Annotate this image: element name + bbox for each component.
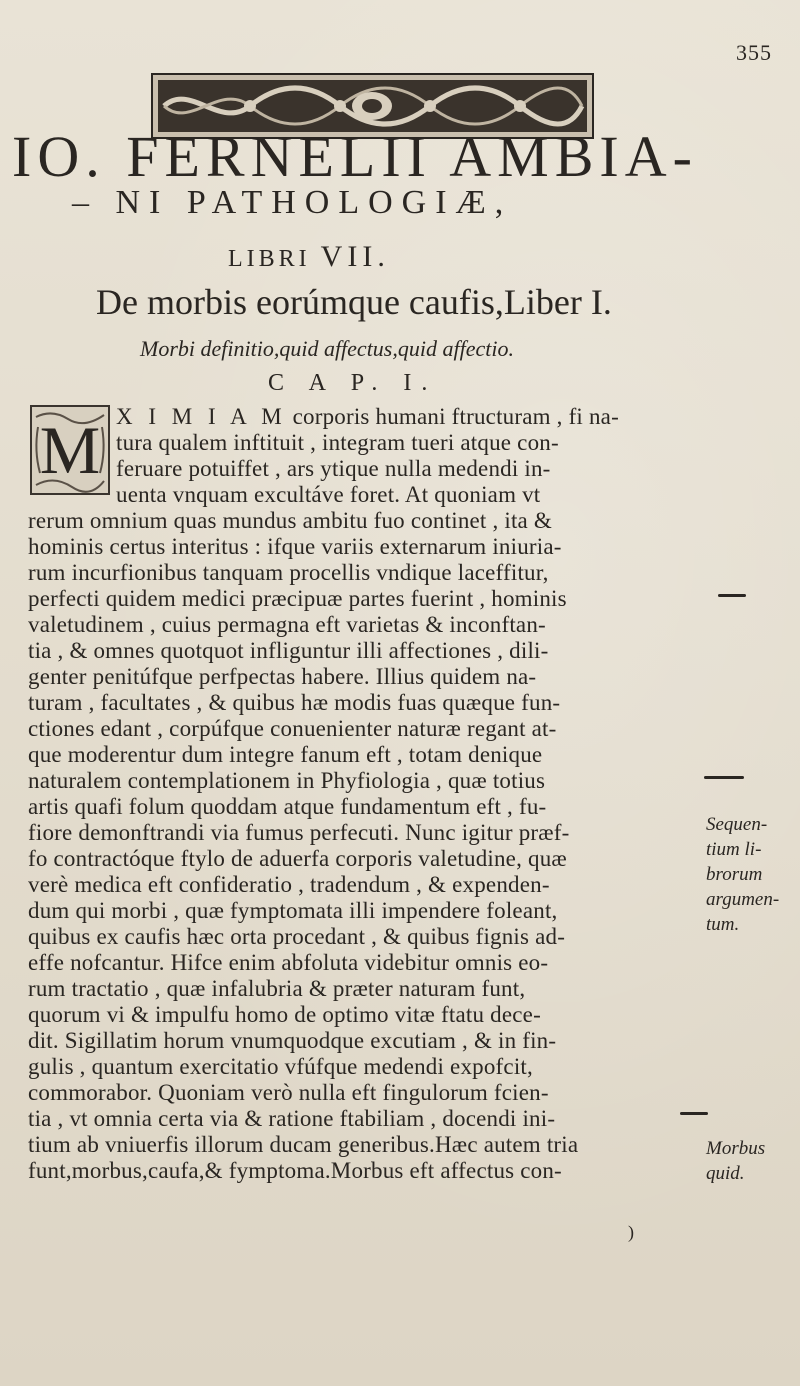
- text-line: tia , vt omnia certa via & ratione ftabiliam , docendi ini-: [28, 1106, 556, 1131]
- text-line: genter penitúfque perfpectas habere. Illius quidem na-: [28, 664, 537, 689]
- text-line: perfecti quidem medici præcipuæ partes fuerint , hominis: [28, 586, 567, 611]
- margin-mark: [704, 776, 744, 779]
- text-line: [116, 404, 619, 430]
- margin-note-line: Sequen-: [706, 814, 768, 835]
- line-text: corporis humani ftructuram , fi na-: [286, 404, 619, 429]
- text-line: artis quafi folum quoddam atque fundamentum eft , fu-: [28, 794, 547, 819]
- text-line: rerum omnium quas mundus ambitu fuo continet , ita &: [28, 508, 552, 533]
- text-line: que moderentur dum integre fanum eft , totam denique: [28, 742, 543, 767]
- text-line: quibus ex caufis hæc orta procedant , & quibus fignis ad-: [28, 924, 566, 949]
- margin-note-sequentium: [706, 812, 800, 937]
- drop-cap-letter: M: [39, 412, 101, 488]
- text-line: turam , facultates , & quibus hæ modis fuas quæque fun-: [28, 690, 561, 715]
- page-number: 355: [736, 40, 772, 65]
- text-line: uenta vnquam excultáve foret. At quoniam vt: [116, 482, 541, 507]
- margin-note-morbus: [706, 1136, 800, 1186]
- title-line-3: [228, 242, 390, 272]
- margin-mark: [680, 1112, 708, 1115]
- text-line: gulis , quantum exercitatio vfúfque medendi expofcit,: [28, 1054, 533, 1079]
- opening-word: X I M I A M: [116, 404, 287, 429]
- text-line: valetudinem , cuius permagna eft varietas & inconftan-: [28, 612, 546, 637]
- margin-mark: [718, 594, 746, 597]
- chapter-label: C A P. I.: [268, 370, 438, 396]
- text-line: hominis certus interitus : ifque variis externarum iniuria-: [28, 534, 562, 559]
- drop-cap-initial: [30, 405, 110, 495]
- text-line: effe nofcantur. Hifce enim abfoluta videbitur omnis eo-: [28, 950, 549, 975]
- title-libri: LIBRI: [228, 246, 311, 272]
- margin-note-line: tum.: [706, 914, 740, 935]
- text-line: feruare potuiffet , ars ytique nulla medendi in-: [116, 456, 551, 481]
- text-line: tia , & omnes quotquot infliguntur illi affectiones , dili-: [28, 638, 549, 663]
- text-line: tura qualem inftituit , integram tueri atque con-: [116, 430, 559, 455]
- text-line: rum tractatio , quæ infalubria & præter naturam funt,: [28, 976, 526, 1001]
- margin-note-line: brorum: [706, 864, 763, 885]
- text-line: dum qui morbi , quæ fymptomata illi impendere foleant,: [28, 898, 558, 923]
- text-line: funt,morbus,caufa,& fymptoma.Morbus eft affectus con-: [28, 1158, 562, 1183]
- margin-note-line: Morbus: [706, 1138, 766, 1159]
- text-line: quorum vi & impulfu homo de optimo vitæ ftatu dece-: [28, 1002, 541, 1027]
- margin-note-line: quid.: [706, 1163, 745, 1184]
- liber-heading: De morbis eorúmque caufis,Liber I.: [96, 282, 612, 322]
- text-line: verè medica eft confideratio , tradendum , & expenden-: [28, 872, 550, 897]
- text-line: fiore demonftrandi via fumus perfecuti. Nunc igitur præf-: [28, 820, 570, 845]
- title-line-2: [72, 186, 772, 220]
- text-line: naturalem contemplationem in Phyfiologia , quæ totius: [28, 768, 546, 793]
- title-line-2-text: NI PATHOLOGIÆ,: [115, 184, 513, 221]
- text-line: dit. Sigillatim horum vnumquodque excutiam , & in fin-: [28, 1028, 557, 1053]
- title-line-1: IO. FERNELII AMBIA-: [12, 124, 698, 189]
- margin-note-line: argumen-: [706, 889, 780, 910]
- title-dash: –: [72, 184, 116, 221]
- text-line: fo contractóque ftylo de aduerfa corporis valetudine, quæ: [28, 846, 567, 871]
- title-book-count: VII.: [320, 240, 390, 273]
- text-line: rum incurfionibus tanquam procellis vndique laceffitur,: [28, 560, 549, 585]
- text-line: ctiones edant , corpúfque conuenienter naturæ regant at-: [28, 716, 557, 741]
- margin-note-line: tium li-: [706, 839, 762, 860]
- chapter-subtitle: Morbi definitio,quid affectus,quid affectio.: [140, 336, 514, 361]
- stray-mark: ): [628, 1222, 634, 1242]
- text-line: tium ab vniuerfis illorum ducam generibus.Hæc autem tria: [28, 1132, 579, 1157]
- text-line: commorabor. Quoniam verò nulla eft fingulorum fcien-: [28, 1080, 549, 1105]
